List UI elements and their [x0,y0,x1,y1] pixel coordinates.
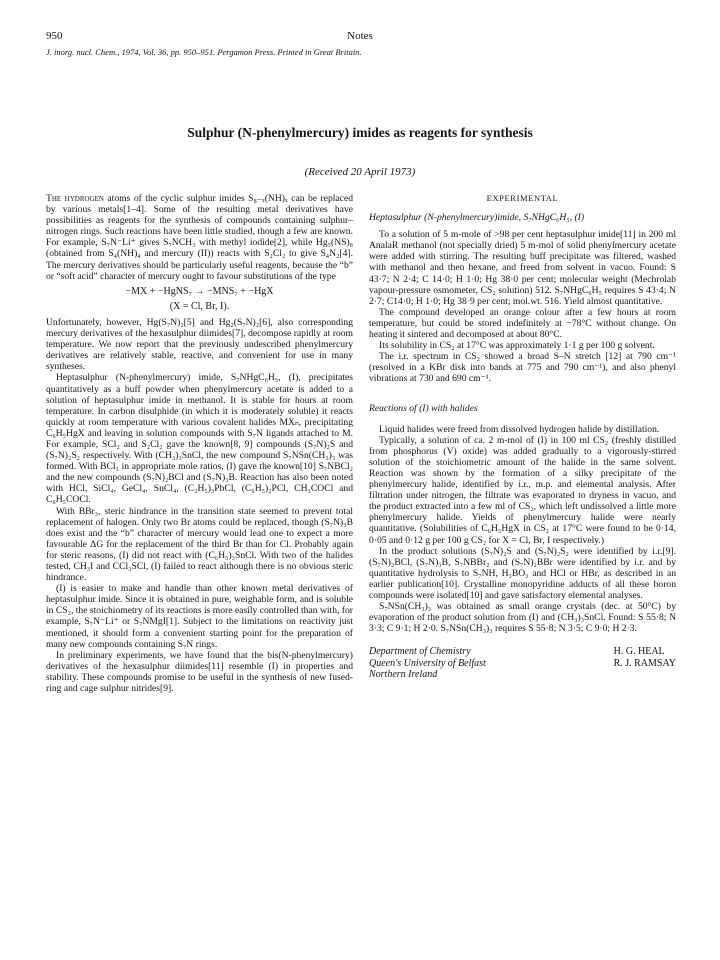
paragraph-6: In preliminary experiments, we have found that the bis(N-phenylmercury) derivatives of the hexasulphur diimides[11] resemble (I) in properties and stability. These compounds promise to be useful in the synthesis of new fused-ring and cage sulphur nitrides[9]. [46,649,353,695]
left-column [46,193,353,694]
exp-paragraph-8: S₇NSn(CH₃)₃ was obtained as small orange crystals (dec. at 50°C) by evaporation of the product solution from (I) and (CH₃)₃SnCl. Found: S 55·8; N 3·3; C 9·1; H 2·0. S₇NSn(CH₃)₃ requires S 55·8; N 3·5; C 9·0; H 2·3. [369,601,676,635]
affiliation-location: Northern Ireland [369,669,438,681]
paragraph-4: With BBr₃, steric hindrance in the transition state seemed to prevent total replacement of halogen. Only two Br atoms could be replaced, though (S₇N)₃B does exist and the “b” character of mercury would lead one to expect a more favourable ΔG for the replacement of the third Br than for Cl. Probably again for steric reasons, (I) did not react with (C₆H₅)₃SnCl. With two of the halides tested, CH₃I and CCl₃SCl, (I) failed to react although there is no obvious steric hindrance. [46,505,353,584]
exp-paragraph-4: The i.r. spectrum in CS₂ showed a broad S–N stretch [12] at 790 cm⁻¹ (resolved in a KBr disk into bands at 775 and 790 cm⁻¹), and also phenyl vibrations at 730 and 690 cm⁻¹. [369,351,676,385]
paragraph-intro [46,193,353,282]
affiliation [369,646,486,681]
subheading-reactions: Reactions of (I) with halides [369,402,478,414]
journal-citation: J. inorg. nucl. Chem., 1974, Vol. 36, pp. 950–951. Pergamon Press. Printed in Great Britain. [46,47,362,57]
lead-in-text: The hydrogen [46,193,104,204]
received-date: (Received 20 April 1973) [304,166,416,178]
section-name: Notes [347,30,373,42]
exp-paragraph-7: In the product solutions (S₇N)₂S and (S₇N)₂S₂ were identified by i.r.[9]. (S₇N)₂BCl, (S₇N)₃B, S₇NBBr₂ and (S₇N)₂BBr were identified by i.r. and by quantitative hydrolysis to S₇NH, H₃BO₃ and HCl or HBr, as described in an earlier publication[10]. Crystalline monopyridine adducts of all these boron compounds were isolated[10] and gave satisfactory elemental analyses. [369,545,676,601]
exp-paragraph-6: Typically, a solution of ca. 2 m-mol of (I) in 100 ml CS₂ (freshly distilled from phosphorus (V) oxide) was added gradually to a vigorously-stirred solution of the stoichiometric amount of the halide in the same solvent. Reaction was shown by the formation of a silky precipitate of the phenylmercury halide, identified by i.r., m.p. and elemental analysis. After filtration under nitrogen, the filtrate was evaporated to dryness in vacuo, and the product extracted into a few ml of CS₂, which left undissolved a little more phenylmercury halide. Yields of phenylmercury halide were nearly quantitative. (Solubilities of C₆H₅HgX in CS₂ at 17°C were found to be 0·14, 0·05 and 0·12 g per 100 g CS₂ for X = Cl, Br, I respectively.) [369,434,676,546]
reaction-equation: −MX + −HgNS₇ → −MNS₇ + −HgX [125,285,274,297]
section-heading-experimental: EXPERIMENTAL [486,193,559,203]
page-number: 950 [46,30,63,42]
article-title: Sulphur (N-phenylmercury) imides as reagents for synthesis [187,125,533,140]
exp-paragraph-1: To a solution of 5 m-mole of >98 per cent heptasulphur imide[11] in 200 ml AnalaR methanol (not specially dried) 5 m-mol of solid phenylmercury acetate were added with stirring. The resulting buff precipitate was filtered, washed with methanol and then hexane, and freed from solvent in vacuo. Found: S 43·7; N 2·4; C 14·0; H 1·0; Hg 38·0 per cent; molecular weight (Mechrolab vapour-pressure osmometer, CS₂ solution) 512. S₇NHgC₆H₅ requires S 43·4; N 2·7; C14·0; H 1·0; Hg 38·9 per cent; mol.wt. 516. Yield almost quantitative. [369,229,676,307]
exp-paragraph-2: The compound developed an orange colour after a few hours at room temperature, but could be stored indefinitely at −78°C without change. On heating it sintered and decomposed at about 80°C. [369,306,676,341]
exp-paragraph-5: Liquid halides were freed from dissolved hydrogen halide by distillation. [379,423,660,435]
paragraph-3: Heptasulphur (N-phenylmercury) imide, S₇NHgC₆H₅, (I), precipitates quantitatively as a buff powder when phenylmercury acetate is added to a solution of heptasulphur imide in methanol. It is stable for hours at room temperature. In carbon disulphide (in which it is moderately soluble) it reacts quickly at room temperature with various covalent halides MXₙ, precipitating C₆H₅HgX and leaving in solution compounds with S₇N ligands attached to M. For example, SCl₂ and S₂Cl₂ gave the known[8, 9] compounds (S₇N)₂S and (S₇N)₂S₂ respectively. With (CH₃)₃SnCl, the new compound S₇NSn(CH₃)₃ was formed. With BCl₃ in appropriate mole ratios, (I) gave the known[10] S₇NBCl₂ and the new compounds (S₇N)₂BCl and (S₇N)₃B. Reaction has also been noted with HCl, SiCl₄, GeCl₄, SnCl₄, (C₂H₅)₃PbCl, (C₆H₅)₂PCl, CH₃COCl and C₆H₅COCl. [46,372,353,506]
paragraph-2: Unfortunately, however, Hg(S₇N)₂[5] and Hg₂(S₇N)₂[6], also corresponding mercury derivatives of the hexasulphur diimides[7], decompose rapidly at room temperature. We now report that the previously undescribed phenylmercury derivatives are relatively stable, reactive, and convenient for use in many syntheses. [46,316,353,373]
intro-text: atoms of the cyclic sulphur imides S₈₋ₓ(NH)ₓ can be replaced by various metals[1–4]. Some of the resulting metal derivatives have possibilities as reagents for the synthesis of compounds containing sulphur–nitrogen rings. Such reactions have been little studied, though a few are known. For example, S₇N⁻Li⁺ gives S₇NCH₃ with methyl iodide[2], while Hg₅(NS)₈ (obtained from S₄(NH)₄ and mercury (II)) reacts with S₂Cl₂ to give S₄N₂[4]. The mercury derivatives should be particularly useful reagents, because the “b” or “soft acid” character of mercury ought to favour substitutions of the type [46,193,353,282]
author-2: R. J. RAMSAY [613,657,676,669]
exp-paragraph-3: Its solubility in CS₂ at 17°C was approximately 1·1 g per 100 g solvent. [379,340,655,352]
author-names [614,646,676,681]
affiliation-university: Queen's University of Belfast [369,657,486,669]
affiliation-department: Department of Chemistry [369,646,471,658]
subheading-synthesis: Heptasulphur (N-phenylmercury)imide, S₇NHgC₆H₅, (I) [369,212,585,224]
right-column [369,193,676,681]
author-1: H. G. HEAL [613,646,665,658]
equation-condition: (X = Cl, Br, I). [169,300,230,312]
author-signature [369,646,676,681]
paragraph-5: (I) is easier to make and handle than other known metal derivatives of heptasulphur imide. Since it is obtained in pure, weighable form, and is soluble in CS₂, the stoichiometry of its reactions is more easily controlled than with, for example, S₇N⁻Li⁺ or S₇NMgI[1]. Subject to the limitations on reactivity just mentioned, it should form a convenient starting point for the preparation of many new compounds containing S₇N rings. [46,583,353,650]
